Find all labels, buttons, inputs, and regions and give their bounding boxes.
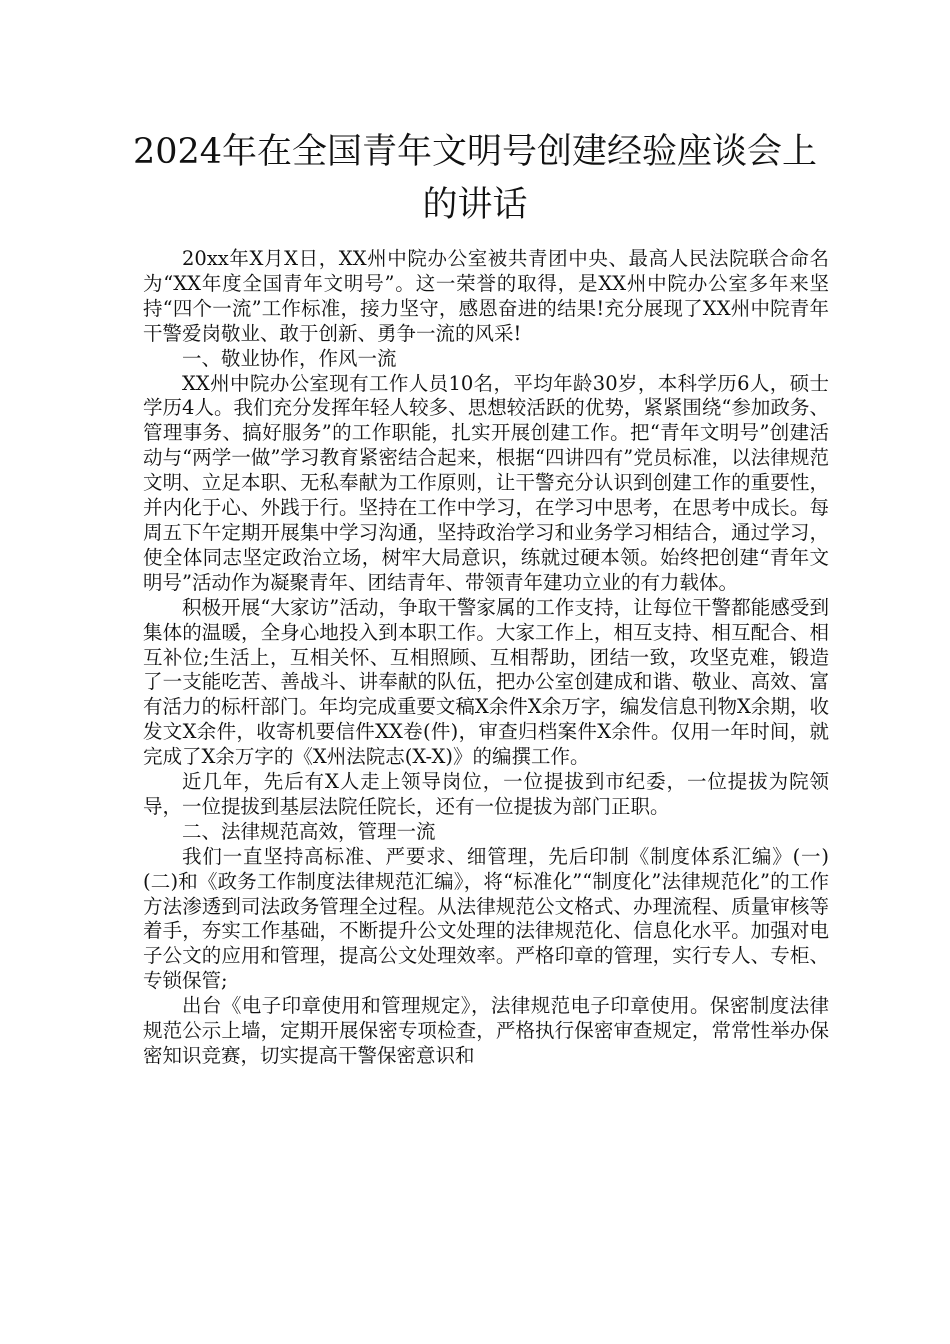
- section-heading-2: 二、法律规范高效，管理一流: [182, 819, 436, 843]
- document-title: 2024年在全国青年文明号创建经验座谈会上的讲话: [132, 132, 818, 225]
- paragraph-section2-b: 出台《电子印章使用和管理规定》，法律规范电子印章使用。保密制度法律规范公示上墙，定期开展保密专项检查，严格执行保密审查规定，常常性举办保密知识竞赛，切实提高干警保密意识和: [143, 994, 829, 1067]
- paragraph-section2-a: 我们一直坚持高标准、严要求、细管理，先后印制《制度体系汇编》(一)(二)和《政务工作制度法律规范汇编》，将“标准化”“制度化”法律规范化”的工作方法渗透到司法政务管理全过程。从法律规范公文格式、办理流程、质量审核等着手，夯实工作基础，不断提升公文处理的法律规范化、信息化水平。加强对电子公文的应用和管理，提高公文处理效率。严格印章的管理，实行专人、专柜、专锁保管;: [143, 844, 829, 993]
- paragraph-intro: 20xx年X月X日，XX州中院办公室被共青团中央、最高人民法院联合命名为“XX年度全国青年文明号”。这一荣誉的取得，是XX州中院办公室多年来坚持“四个一流”工作标准，接力坚守，感恩奋进的结果!充分展现了XX州中院青年干警爱岗敬业、敢于创新、勇争一流的风采!: [143, 247, 829, 345]
- paragraph-section1-c: 近几年，先后有X人走上领导岗位，一位提拔到市纪委，一位提拔为院领导，一位提拔到基层法院任院长，还有一位提拔为部门正职。: [143, 770, 829, 818]
- paragraph-section1-a: XX州中院办公室现有工作人员10名，平均年龄30岁，本科学历6人，硕士学历4人。我们充分发挥年轻人较多、思想较活跃的优势，紧紧围绕“参加政务、管理事务、搞好服务”的工作职能，扎实开展创建工作。把“青年文明号”创建活动与“两学一做”学习教育紧密结合起来，根据“四讲四有”党员标准，以法律规范文明、立足本职、无私奉献为工作原则，让干警充分认识到创建工作的重要性，并内化于心、外践于行。坚持在工作中学习，在学习中思考，在思考中成长。每周五下午定期开展集中学习沟通，坚持政治学习和业务学习相结合，通过学习，使全体同志坚定政治立场，树牢大局意识，练就过硬本领。始终把创建“青年文明号”活动作为凝聚青年、团结青年、带领青年建功立业的有力载体。: [143, 371, 829, 594]
- section-heading-1: 一、敬业协作，作风一流: [182, 346, 397, 370]
- document-body: [143, 247, 829, 1069]
- paragraph-section1-b: 积极开展“大家访”活动，争取干警家属的工作支持，让每位干警都能感受到集体的温暖，全身心地投入到本职工作。大家工作上，相互支持、相互配合、相互补位;生活上，互相关怀、互相照顾、互相帮助，团结一致，攻坚克难，锻造了一支能吃苦、善战斗、讲奉献的队伍，把办公室创建成和谐、敬业、高效、富有活力的标杆部门。年均完成重要文稿X余件X余万字，编发信息刊物X余期，收发文X余件，收寄机要信件XX卷(件)，审查归档案件X余件。仅用一年时间，就完成了X余万字的《X州法院志(X-X)》的编撰工作。: [143, 595, 829, 769]
